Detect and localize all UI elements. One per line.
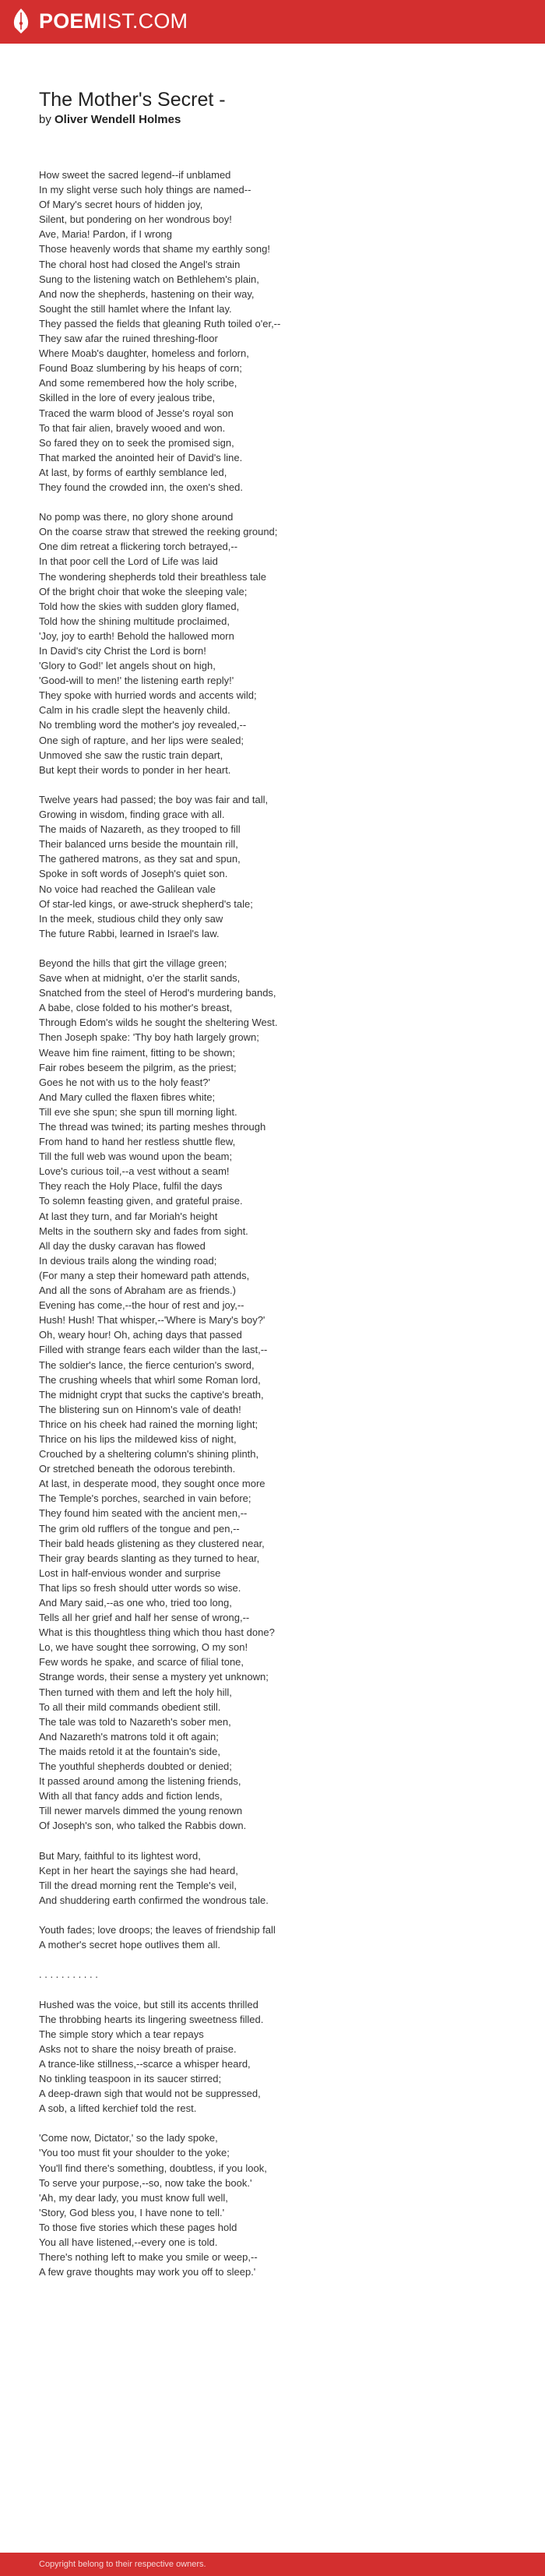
- poem-line: The tale was told to Nazareth's sober men,: [39, 1715, 231, 1728]
- brand-light: IST.COM: [101, 9, 188, 33]
- poem-line: The thread was twined; its parting meshes through: [39, 1121, 266, 1133]
- poem-line: Till eve she spun; she spun till morning light.: [39, 1105, 237, 1118]
- poem-line: Evening has come,--the hour of rest and joy,--: [39, 1299, 244, 1312]
- poem-line: A few grave thoughts may work you off to sleep.': [39, 2266, 256, 2278]
- poem-line: Silent, but pondering on her wondrous boy!: [39, 213, 232, 226]
- poem-line: At last, in desperate mood, they sought once more: [39, 1478, 265, 1490]
- poem-line: And shuddering earth confirmed the wondrous tale.: [39, 1894, 269, 1906]
- poem-line: No trembling word the mother's joy revealed,--: [39, 719, 247, 731]
- poem-line: Told how the shining multitude proclaimed,: [39, 615, 230, 627]
- poem-line: Of the bright choir that woke the sleeping vale;: [39, 585, 248, 597]
- poem-line: Their balanced urns beside the mountain rill,: [39, 838, 238, 851]
- poem-line: That marked the anointed heir of David's line.: [39, 451, 243, 463]
- poem-line: Few words he spake, and scarce of filial tone,: [39, 1656, 244, 1669]
- poem-line: Found Boaz slumbering by his heaps of corn;: [39, 362, 242, 375]
- poem-line: Goes he not with us to the holy feast?': [39, 1076, 211, 1088]
- poem-title: The Mother's Secret -: [39, 89, 226, 111]
- site-logo[interactable]: [9, 8, 188, 34]
- poem-stanza: [39, 1997, 522, 2116]
- poem-line: The youthful shepherds doubted or denied;: [39, 1760, 232, 1773]
- poem-line: Melts in the southern sky and fades from sight.: [39, 1225, 248, 1237]
- poem-line: 'You too must fit your shoulder to the yoke;: [39, 2147, 230, 2159]
- poem-line: Of Mary's secret hours of hidden joy,: [39, 199, 203, 211]
- poem-line: A deep-drawn sigh that would not be suppressed,: [39, 2088, 261, 2100]
- poem-line: The wondering shepherds told their breathless tale: [39, 570, 266, 583]
- poem-line: The choral host had closed the Angel's strain: [39, 258, 241, 270]
- poem-line: And now the shepherds, hastening on their way,: [39, 287, 255, 300]
- poem-line: To those five stories which these pages hold: [39, 2221, 237, 2233]
- poem-line: It passed around among the listening friends,: [39, 1775, 241, 1788]
- poem-line: Spoke in soft words of Joseph's quiet son.: [39, 868, 228, 880]
- poem-line: Crouched by a sheltering column's shining plinth,: [39, 1448, 259, 1461]
- poem-line: In David's city Christ the Lord is born!: [39, 645, 206, 657]
- poem-line: Strange words, their sense a mystery yet unknown;: [39, 1671, 269, 1683]
- poem-line: A trance-like stillness,--scarce a whisper heard,: [39, 2057, 251, 2070]
- poem-line: Sought the still hamlet where the Infant lay.: [39, 302, 232, 315]
- poem-line: They passed the fields that gleaning Ruth toiled o'er,--: [39, 317, 281, 329]
- poem-line: Asks not to share the noisy breath of praise.: [39, 2042, 237, 2055]
- poem-line: They found the crowded inn, the oxen's shed.: [39, 481, 243, 493]
- poem-line: A mother's secret hope outlives them all.: [39, 1939, 220, 1951]
- poem-line: They reach the Holy Place, fulfil the days: [39, 1180, 223, 1193]
- poem-line: Growing in wisdom, finding grace with all.: [39, 809, 225, 821]
- poem-line: To that fair alien, bravely wooed and won.: [39, 421, 226, 434]
- poem-line: Till newer marvels dimmed the young renown: [39, 1805, 243, 1817]
- poem-stanza: [39, 167, 522, 495]
- poem-line: Ave, Maria! Pardon, if I wrong: [39, 228, 173, 241]
- poem-line: Then Joseph spake: 'Thy boy hath largely grown;: [39, 1031, 259, 1044]
- footer-bar: [0, 2553, 545, 2576]
- poem-line: They spoke with hurried words and accents wild;: [39, 689, 257, 702]
- by-label: by: [39, 113, 51, 126]
- poem-line: A sob, a lifted kerchief told the rest.: [39, 2102, 197, 2115]
- poem-line: To solemn feasting given, and grateful praise.: [39, 1195, 243, 1207]
- poem-line: Where Moab's daughter, homeless and forlorn,: [39, 347, 249, 360]
- poem-line: They saw afar the ruined threshing-floor: [39, 333, 218, 345]
- poem-line: Kept in her heart the sayings she had heard,: [39, 1864, 238, 1876]
- poem-line: The maids of Nazareth, as they trooped to fill: [39, 823, 241, 836]
- poem-line: And all the sons of Abraham are as friends.): [39, 1284, 236, 1297]
- poem-line: Snatched from the steel of Herod's murdering bands,: [39, 987, 276, 999]
- poem-line: The crushing wheels that whirl some Roman lord,: [39, 1373, 261, 1386]
- poem-line: Sung to the listening watch on Bethlehem's plain,: [39, 273, 259, 285]
- poem-line: A babe, close folded to his mother's breast,: [39, 1002, 233, 1014]
- poem-body: [39, 167, 522, 2294]
- poem-line: Tells all her grief and half her sense of wrong,--: [39, 1612, 250, 1624]
- poem-line: Hushed was the voice, but still its accents thrilled: [39, 1998, 258, 2010]
- poem-line: And Mary said,--as one who, tried too long,: [39, 1597, 232, 1609]
- poem-line: Their bald heads glistening as they clustered near,: [39, 1537, 265, 1549]
- poem-line: Weave him fine raiment, fitting to be shown;: [39, 1046, 235, 1059]
- brand-bold: POEM: [39, 9, 102, 33]
- top-header-bar: [0, 0, 545, 44]
- poem-stanza: [39, 1848, 522, 1908]
- poem-stanza: [39, 1922, 522, 1952]
- poem-line: The midnight crypt that sucks the captive's breath,: [39, 1388, 264, 1401]
- poem-line: In that poor cell the Lord of Life was laid: [39, 555, 218, 568]
- poem-line: They found him seated with the ancient men,--: [39, 1507, 248, 1520]
- poem-line: Youth fades; love droops; the leaves of friendship fall: [39, 1924, 276, 1936]
- poem-line: So fared they on to seek the promised sign,: [39, 436, 234, 449]
- poem-line: Beyond the hills that girt the village green;: [39, 957, 227, 969]
- poem-line: No voice had reached the Galilean vale: [39, 883, 216, 895]
- poem-line: The simple story which a tear repays: [39, 2028, 204, 2040]
- poem-line: The soldier's lance, the fierce centurion's sword,: [39, 1358, 255, 1371]
- quill-pen-icon: [9, 8, 33, 34]
- poem-line: There's nothing left to make you smile or weep,--: [39, 2251, 258, 2264]
- poem-stanza: [39, 956, 522, 1834]
- poem-line: Of star-led kings, or awe-struck shepherd's tale;: [39, 897, 253, 910]
- poem-line: The blistering sun on Hinnom's vale of death!: [39, 1403, 241, 1415]
- poem-line: In my slight verse such holy things are named--: [39, 184, 251, 196]
- poem-line: From hand to hand her restless shuttle flew,: [39, 1136, 236, 1148]
- poem-line: On the coarse straw that strewed the reeking ground;: [39, 526, 278, 538]
- poem-line: The gathered matrons, as they sat and spun,: [39, 853, 241, 865]
- poem-stanza: [39, 509, 522, 777]
- poem-line: That lips so fresh should utter words so wise.: [39, 1581, 241, 1594]
- poem-line: Those heavenly words that shame my earthly song!: [39, 243, 270, 255]
- poem-line: Skilled in the lore of every jealous tribe,: [39, 392, 216, 404]
- copyright-notice: Copyright belong to their respective owners.: [39, 2560, 206, 2569]
- poem-line: Their gray beards slanting as they turned to hear,: [39, 1552, 260, 1564]
- poem-line: Till the dread morning rent the Temple's veil,: [39, 1879, 237, 1891]
- poem-line: Unmoved she saw the rustic train depart,: [39, 749, 223, 761]
- poem-line: The throbbing hearts its lingering sweetness filled.: [39, 2013, 264, 2025]
- poem-line: Save when at midnight, o'er the starlit sands,: [39, 972, 241, 985]
- poem-line: . . . . . . . . . . .: [39, 1968, 98, 1981]
- poem-line: You all have listened,--every one is told.: [39, 2236, 218, 2249]
- poem-line: But Mary, faithful to its lightest word,: [39, 1849, 201, 1862]
- poem-line: Twelve years had passed; the boy was fair and tall,: [39, 793, 269, 805]
- poem-line: The Temple's porches, searched in vain before;: [39, 1492, 251, 1505]
- poem-line: And Mary culled the flaxen fibres white;: [39, 1091, 216, 1103]
- poem-line: Till the full web was wound upon the beam;: [39, 1151, 233, 1163]
- poem-line: 'Come now, Dictator,' so the lady spoke,: [39, 2132, 218, 2144]
- poem-line: 'Good-will to men!' the listening earth reply!': [39, 675, 234, 687]
- poem-line: Love's curious toil,--a vest without a seam!: [39, 1165, 230, 1178]
- poem-line: Thrice on his lips the mildewed kiss of night,: [39, 1432, 237, 1445]
- poem-line: Lo, we have sought thee sorrowing, O my son!: [39, 1641, 248, 1654]
- poem-line: No pomp was there, no glory shone around: [39, 511, 234, 523]
- poem-line: The maids retold it at the fountain's side,: [39, 1745, 220, 1757]
- poem-line: One sigh of rapture, and her lips were sealed;: [39, 734, 244, 746]
- poem-line: The future Rabbi, learned in Israel's law.: [39, 927, 220, 939]
- poem-line: Of Joseph's son, who talked the Rabbis down.: [39, 1820, 247, 1832]
- poem-line: Calm in his cradle slept the heavenly child.: [39, 704, 230, 717]
- poem-line: Lost in half-envious wonder and surprise: [39, 1566, 221, 1579]
- poem-line: No tinkling teaspoon in its saucer stirred;: [39, 2073, 222, 2084]
- poem-line: And Nazareth's matrons told it oft again;: [39, 1730, 219, 1743]
- poem-line: To all their mild commands obedient still.: [39, 1700, 221, 1713]
- poem-line: Fair robes beseem the pilgrim, as the priest;: [39, 1061, 237, 1073]
- poem-line: Oh, weary hour! Oh, aching days that passed: [39, 1329, 242, 1341]
- poem-line: Or stretched beneath the odorous terebinth.: [39, 1463, 236, 1475]
- poem-line: Through Edom's wilds he sought the sheltering West.: [39, 1017, 278, 1029]
- poem-stanza: [39, 792, 522, 941]
- poem-line: At last, by forms of earthly semblance led,: [39, 466, 227, 478]
- poem-line: Filled with strange fears each wilder than the last,--: [39, 1344, 268, 1356]
- poem-byline: [39, 112, 181, 128]
- poem-line: One dim retreat a flickering torch betrayed,--: [39, 541, 238, 553]
- poem-line: In the meek, studious child they only saw: [39, 912, 223, 925]
- poem-line: You'll find there's something, doubtless, if you look,: [39, 2162, 267, 2174]
- poem-line: 'Glory to God!' let angels shout on high,: [39, 660, 216, 672]
- poem-line: And some remembered how the holy scribe,: [39, 377, 237, 389]
- poem-line: With all that fancy adds and fiction lends,: [39, 1790, 223, 1802]
- poem-line: At last they turn, and far Moriah's height: [39, 1210, 218, 1222]
- poem-line: 'Story, God bless you, I have none to tell.': [39, 2206, 225, 2218]
- poem-line: Thrice on his cheek had rained the morning light;: [39, 1418, 258, 1430]
- poem-line: (For many a step their homeward path attends,: [39, 1269, 250, 1281]
- poem-line: The grim old rufflers of the tongue and pen,--: [39, 1522, 240, 1535]
- poem-line: In devious trails along the winding road;: [39, 1254, 217, 1267]
- poem-line: Then turned with them and left the holy hill,: [39, 1686, 232, 1698]
- poem-stanza: [39, 2130, 522, 2279]
- poem-line: All day the dusky caravan has flowed: [39, 1239, 206, 1252]
- poem-line: What is this thoughtless thing which thou hast done?: [39, 1626, 275, 1639]
- poem-line: How sweet the sacred legend--if unblamed: [39, 169, 231, 181]
- poem-line: But kept their words to ponder in her heart.: [39, 763, 231, 776]
- poem-stanza: [39, 1967, 522, 1982]
- poem-line: Hush! Hush! That whisper,--'Where is Mary's boy?': [39, 1314, 265, 1327]
- poem-line: To serve your purpose,--so, now take the book.': [39, 2176, 252, 2189]
- poem-line: 'Ah, my dear lady, you must know full well,: [39, 2191, 228, 2204]
- poem-line: Told how the skies with sudden glory flamed,: [39, 600, 240, 612]
- author-name[interactable]: Oliver Wendell Holmes: [54, 113, 181, 126]
- poem-line: 'Joy, joy to earth! Behold the hallowed morn: [39, 629, 234, 642]
- poem-line: Traced the warm blood of Jesse's royal son: [39, 407, 234, 419]
- site-brand-name: [39, 8, 188, 34]
